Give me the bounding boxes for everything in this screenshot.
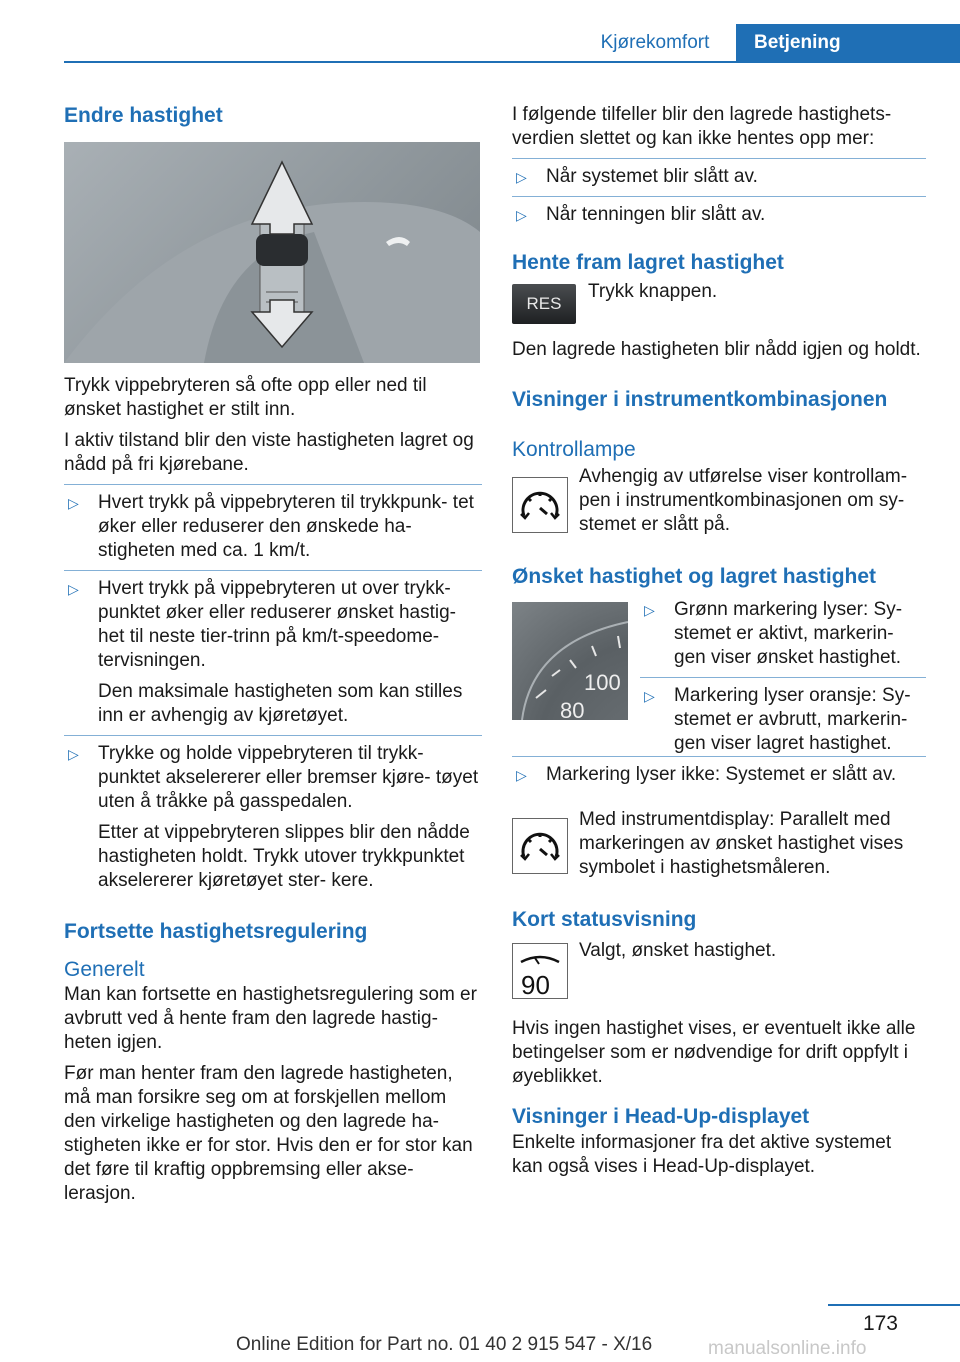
triangle-bullet-icon: ▷ (644, 688, 655, 705)
paragraph-folgende-tilfeller: I følgende tilfeller blir den lagrede hastighets- verdien slettet og kan ikke hentes opp mer: (512, 104, 892, 149)
speed-status-icon (512, 943, 568, 999)
page-number: 173 (862, 1312, 898, 1335)
right-column (512, 96, 926, 1179)
bullet-separator (512, 158, 926, 159)
heading-kontrollampe: Kontrollampe (512, 437, 636, 461)
gauge-label-100: 100 (584, 670, 621, 696)
heading-fortsette: Fortsette hastighetsregulering (64, 920, 368, 944)
res-button-icon: RES (512, 284, 576, 324)
bullet-item: ▷ Grønn markering lyser: Sy- stemet er aktivt, markerin- gen viser ønsket hastighet. (644, 599, 903, 669)
bullet-separator (64, 484, 482, 485)
bullet-item: ▷ Når systemet blir slått av. (516, 166, 758, 187)
bullet-item: ▷ Hvert trykk på vippebryteren til trykkpunk- tet øker eller reduserer den ønskede ha- stigheten med ca. 1 km/t. (68, 492, 474, 562)
left-column (64, 96, 482, 1206)
bullet-item: ▷ Når tenningen blir slått av. (516, 204, 766, 225)
bullet-separator (64, 570, 482, 571)
bullet-note: Den maksimale hastigheten som kan stilles inn er avhengig av kjøretøyet. (98, 681, 463, 727)
kontrollampe-text: Avhengig av utførelse viser kontrollam- pen i instrumentkombinasjonen om sy- stemet er slått på. (579, 465, 908, 535)
paragraph-ingen-hastighet: Hvis ingen hastighet vises, er eventuelt ikke alle betingelser som er nødvendige for drift oppfylt i øyeblikket. (512, 1018, 916, 1088)
footer-rule (828, 1304, 960, 1306)
triangle-bullet-icon: ▷ (68, 495, 79, 512)
switch-arrows-illustration (64, 142, 480, 363)
header-chapter-tab: Betjening (736, 24, 960, 61)
bullet-item: ▷ Hvert trykk på vippebryteren ut over trykk- punktet øker eller reduserer ønsket hastig- het til neste tier-trinn på km/t-speedome- tervisningen. Den maksimale hastigheten som kan stilles inn er avhengig av kjøretøyet. (64, 577, 482, 728)
header-rule (64, 61, 960, 63)
footer-watermark: manualsonline.info (708, 1338, 867, 1359)
heading-hente-fram: Hente fram lagret hastighet (512, 251, 784, 274)
heading-visninger-instrument: Visninger i instrumentkombinasjonen (512, 388, 888, 412)
triangle-bullet-icon: ▷ (68, 581, 79, 598)
bullet-separator (512, 196, 926, 197)
paragraph-for-man-henter: Før man henter fram den lagrede hastigheten, må man forsikre seg om at forskjellen mellom den virkelige hastigheten og den lagrede ha- stigheten ikke er for stor. Hvis den er for stor kan det føre til kraftig oppbremsing eller akse- lerasjon. (64, 1062, 473, 1204)
footer-edition: Online Edition for Part no. 01 40 2 915 547 - X/16 (236, 1334, 653, 1355)
header-section-tab: Kjørekomfort (600, 32, 710, 53)
bullet-item: ▷ Trykke og holde vippebryteren til trykk- punktet akselererer eller bremser kjøre- tøyet uten å tråkke på gasspedalen. Etter at vippebryteren slippes blir den nådde hastigheten holdt. Trykk utover trykkpunktet akselererer kjøretøyet ster- kere. (64, 742, 482, 893)
bullet-item: ▷ Markering lyser ikke: Systemet er slått av. (516, 764, 897, 786)
bullet-item: ▷ Markering lyser oransje: Sy- stemet er avbrutt, markerin- gen viser lagret hastighet. (644, 685, 911, 755)
steering-wheel-image (64, 142, 480, 363)
cruise-control-symbol-icon (512, 818, 568, 874)
triangle-bullet-icon: ▷ (516, 207, 527, 223)
bullet-separator (640, 677, 926, 678)
bullet-separator (512, 756, 926, 757)
kort-status-row (512, 939, 926, 1005)
instrumentdisplay-row (512, 808, 926, 884)
paragraph-trykk-vippebryteren: Trykk vippebryteren så ofte opp eller ned til ønsket hastighet er stilt inn. (64, 375, 427, 421)
kort-status-text: Valgt, ønsket hastighet. (579, 940, 777, 962)
cruise-control-indicator-icon (512, 477, 568, 533)
kontrollampe-row (512, 465, 926, 543)
res-text: Trykk knappen. (588, 281, 718, 303)
triangle-bullet-icon: ▷ (68, 746, 79, 763)
res-row (512, 280, 926, 324)
heading-head-up: Visninger i Head-Up-displayet (512, 1105, 810, 1129)
gauge-label-80: 80 (560, 698, 585, 721)
triangle-bullet-icon: ▷ (516, 169, 527, 185)
heading-endre-hastighet: Endre hastighet (64, 104, 223, 127)
paragraph-head-up: Enkelte informasjoner fra det aktive systemet kan også vises i Head-Up-displayet. (512, 1131, 892, 1177)
bullet-note: Etter at vippebryteren slippes blir den nådde hastigheten holdt. Trykk utover trykkpunktet akselererer kjøretøyet ster- kere. (98, 822, 470, 892)
gauge-bullets (640, 598, 926, 756)
paragraph-fortsette: Man kan fortsette en hastighetsregulering som er avbrutt ved å hente fram den lagrede hastig- heten igjen. (64, 983, 477, 1053)
paragraph-lagrede-hastigheten: Den lagrede hastigheten blir nådd igjen og holdt. (512, 339, 921, 361)
paragraph-aktiv-tilstand: I aktiv tilstand blir den viste hastigheten lagret og nådd på fri kjørebane. (64, 430, 474, 476)
gauge-row (512, 598, 926, 756)
heading-kort-status: Kort statusvisning (512, 908, 697, 932)
instrumentdisplay-text: Med instrumentdisplay: Parallelt med markeringen av ønsket hastighet vises symbolet i hastighetsmåleren. (579, 809, 904, 879)
triangle-bullet-icon: ▷ (644, 602, 655, 619)
heading-onsket-lagret: Ønsket hastighet og lagret hastighet (512, 564, 877, 588)
speedometer-gauge-image (512, 602, 628, 720)
bullet-separator (64, 735, 482, 736)
status-value: 90 (521, 970, 550, 999)
heading-generelt: Generelt (64, 957, 145, 981)
triangle-bullet-icon: ▷ (516, 767, 527, 784)
